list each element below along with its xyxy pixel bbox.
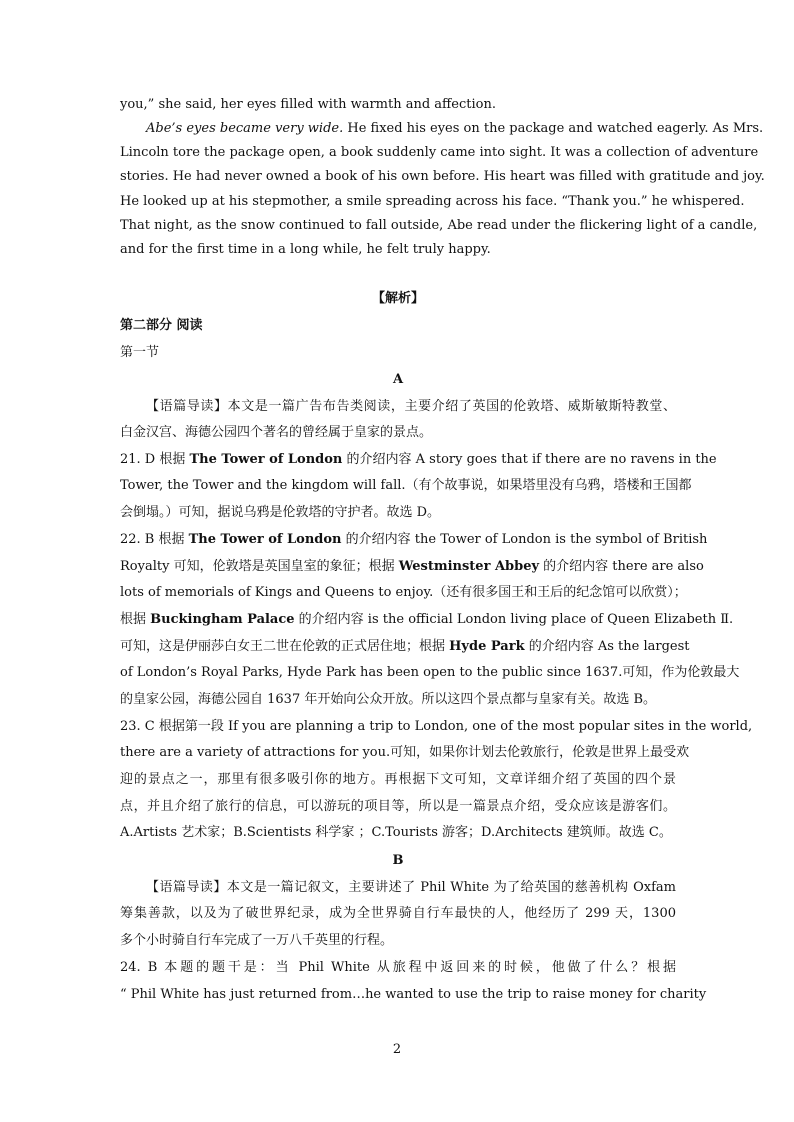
- answer-23: A.Artists 艺术家；B.Scientists 科学家 ；C.Tourists 游客；D.Architects 建筑师。故选 C。: [120, 825, 672, 840]
- answer-text: 的介绍内容 A story goes that if there are no ravens in the: [342, 452, 717, 467]
- answer-21: 会倒塌。）可知，据说乌鸦是伦敦塔的守护者。故选 D。: [120, 505, 441, 520]
- story-text: He fixed his eyes on the package and watched eagerly. As Mrs.: [343, 121, 764, 136]
- story-line: That night, as the snow continued to fall outside, Abe read under the flickering light of a candle,: [120, 218, 758, 233]
- answer-text: 的介绍内容 As the largest: [524, 639, 690, 654]
- answer-22: 的皇家公园，海德公园自 1637 年开始向公众开放。所以这四个景点都与皇家有关。故选 B。: [120, 692, 657, 707]
- answer-22: [120, 638, 690, 656]
- story-line: and for the first time in a long while, he felt truly happy.: [120, 242, 491, 257]
- answer-bold-term: Buckingham Palace: [150, 612, 295, 627]
- answer-bold-term: Westminster Abbey: [398, 559, 540, 574]
- answer-22: of London’s Royal Parks, Hyde Park has been open to the public since 1637.可知，作为伦敦最大: [120, 665, 740, 680]
- passage-a-intro: 【语篇导读】本文是一篇广告布告类阅读，主要介绍了英国的伦敦塔、威斯敏斯特教堂、: [146, 399, 676, 414]
- answer-23: there are a variety of attractions for you.可知，如果你计划去伦敦旅行，伦敦是世界上最受欢: [120, 745, 690, 760]
- part-title: 第二部分 阅读: [120, 318, 203, 333]
- story-line: you,” she said, her eyes filled with warmth and affection.: [120, 97, 496, 112]
- answer-text: 的介绍内容 is the official London living place of Queen Elizabeth Ⅱ.: [294, 612, 734, 627]
- answer-text: 21. D 根据: [120, 452, 190, 467]
- story-line: [146, 120, 764, 138]
- story-line: Lincoln tore the package open, a book suddenly came into sight. It was a collection of adventure: [120, 145, 759, 160]
- story-italic-phrase: Abe’s eyes became very wide.: [146, 121, 344, 136]
- answer-23: 迎的景点之一，那里有很多吸引你的地方。再根据下文可知，文章详细介绍了英国的四个景: [120, 772, 676, 787]
- answer-bold-term: The Tower of London: [189, 452, 343, 467]
- passage-b-intro: 【语篇导读】本文是一篇记叙文，主要讲述了 Phil White 为了给英国的慈善机构 Oxfam: [146, 880, 676, 895]
- answer-22: [120, 558, 704, 576]
- story-line: He looked up at his stepmother, a smile spreading across his face. “Thank you.” he whispered.: [120, 194, 745, 209]
- passage-letter-b: B: [392, 853, 404, 868]
- analysis-heading: 【解析】: [371, 291, 424, 306]
- answer-21: [120, 451, 717, 469]
- answer-22: [120, 611, 734, 629]
- answer-text: 的介绍内容 the Tower of London is the symbol of British: [341, 532, 708, 547]
- answer-bold-term: The Tower of London: [188, 532, 342, 547]
- story-line: stories. He had never owned a book of his own before. His heart was filled with gratitude and joy.: [120, 169, 765, 184]
- section-title: 第一节: [120, 345, 160, 360]
- answer-text: 的介绍内容 there are also: [539, 559, 704, 574]
- passage-b-intro: 多个小时骑自行车完成了一万八千英里的行程。: [120, 933, 394, 948]
- answer-24: 24. B 本题的题干是：当 Phil White 从旅程中返回来的时候，他做了什么？根据: [120, 960, 676, 975]
- answer-text: 根据: [120, 612, 151, 627]
- answer-23: 点，并且介绍了旅行的信息，可以游玩的项目等，所以是一篇景点介绍，受众应该是游客们。: [120, 799, 676, 814]
- answer-21: Tower, the Tower and the kingdom will fall.（有个故事说，如果塔里没有乌鸦，塔楼和王国都: [120, 478, 692, 493]
- answer-text: Royalty 可知，伦敦塔是英国皇室的象征；根据: [120, 559, 399, 574]
- passage-b-intro: 筹集善款，以及为了破世界纪录，成为全世界骑自行车最快的人，他经历了 299 天，1300: [120, 906, 676, 921]
- answer-text: 可知，这是伊丽莎白女王二世在伦敦的正式居住地；根据: [120, 639, 450, 654]
- answer-23: 23. C 根据第一段 If you are planning a trip to London, one of the most popular sites in the world,: [120, 719, 753, 734]
- answer-text: 22. B 根据: [120, 532, 189, 547]
- answer-24: “ Phil White has just returned from…he wanted to use the trip to raise money for charity: [120, 987, 707, 1002]
- answer-22: lots of memorials of Kings and Queens to enjoy.（还有很多国王和王后的纪念馆可以欣赏）；: [120, 585, 687, 600]
- answer-22: [120, 531, 708, 549]
- answer-bold-term: Hyde Park: [449, 639, 525, 654]
- passage-letter-a: A: [392, 372, 404, 387]
- page-number: 2: [392, 1042, 402, 1057]
- passage-a-intro: 白金汉宫、海德公园四个著名的曾经属于皇家的景点。: [120, 425, 433, 440]
